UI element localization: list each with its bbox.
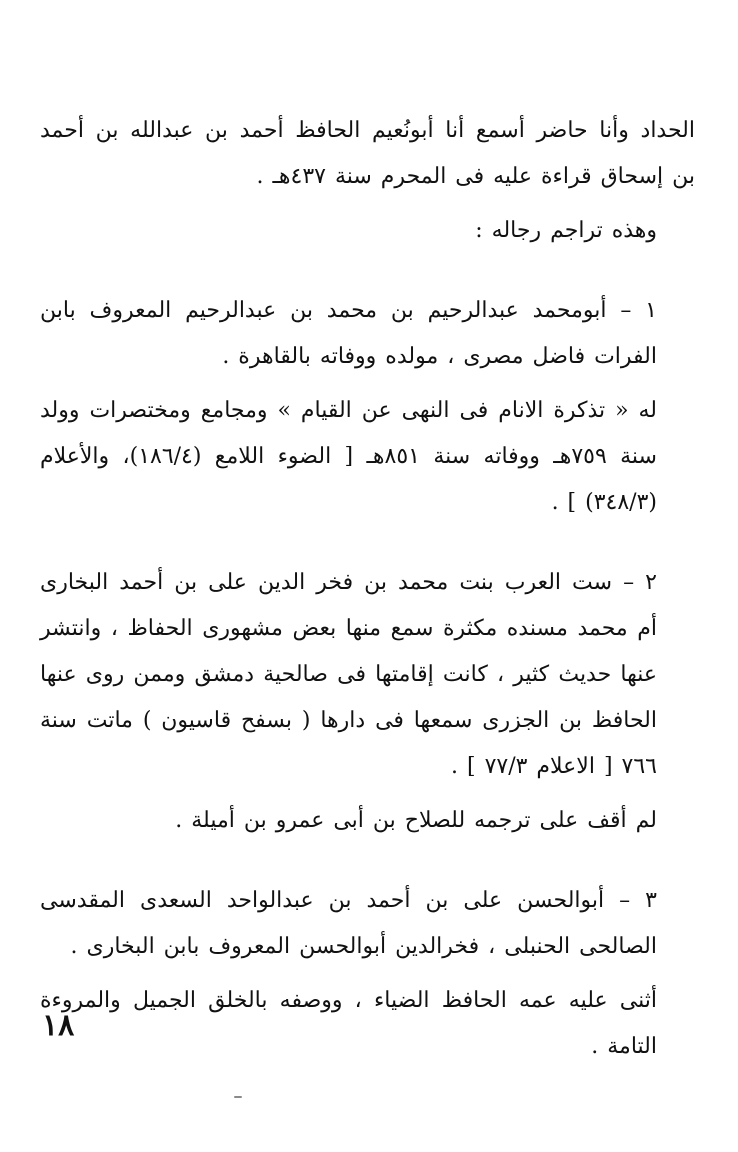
page-number: ١٨: [42, 1008, 75, 1043]
paragraph-entry-2-note: لم أقف على ترجمه للصلاح بن أبى عمرو بن أميلة .: [175, 808, 657, 833]
scan-speck: [234, 1096, 242, 1098]
paragraph-entry-3-note: أثنى عليه عمه الحافظ الضياء ، ووصفه بالخلق الجميل والمروءة التامة .: [40, 988, 657, 1059]
document-body: [40, 108, 695, 1070]
paragraph-entry-3: ٣ – أبوالحسن على بن أحمد بن عبدالواحد السعدى المقدسى الصالحى الحنبلى ، فخرالدين أبوالحسن المعروف بابن البخارى .: [40, 888, 657, 959]
paragraph-entry-1: ١ – أبومحمد عبدالرحيم بن محمد بن عبدالرحيم المعروف بابن الفرات فاضل مصرى ، مولده ووفاته بالقاهرة .: [40, 298, 657, 369]
paragraph-intro: الحداد وأنا حاضر أسمع أنا أبونُعيم الحافظ أحمد بن عبدالله بن أحمد بن إسحاق قراءة عليه فى المحرم سنة ٤٣٧هـ .: [40, 118, 695, 189]
paragraph-entry-1-note: له « تذكرة الانام فى النهى عن القيام » ومجامع ومختصرات وولد سنة ٧٥٩هـ ووفاته سنة ٨٥١هـ [ الضوء اللامع (١٨٦/٤)، والأعلام (٣٤٨/٣) ] .: [40, 398, 657, 515]
paragraph-entry-2: ٢ – ست العرب بنت محمد بن فخر الدين على بن أحمد البخارى أم محمد مسنده مكثرة سمع منها بعض مشهورى الحفاظ ، وانتشر عنها حديث كثير ، كانت إقامتها فى صالحية دمشق وممن روى عنها الحافظ بن الجزرى سمعها فى دارها ( بسفح قاسيون ) ماتت سنة ٧٦٦ [ الاعلام ٧٧/٣ ] .: [40, 570, 657, 779]
paragraph-intro-note: وهذه تراجم رجاله :: [475, 218, 657, 243]
